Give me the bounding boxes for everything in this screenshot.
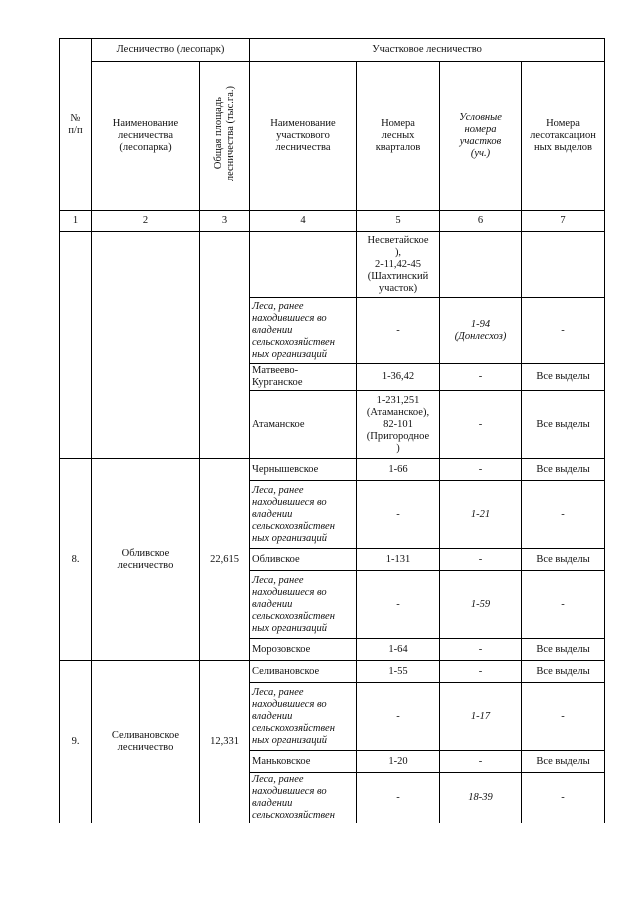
quarters-cell: - [357,298,440,364]
forestry-name-cell: Обливское лесничество [92,459,200,661]
conditional-numbers-cell: - [440,661,522,683]
allotments-cell: Все выделы [522,364,605,391]
forestry-table [59,38,605,823]
col-number: 2 [92,211,200,232]
conditional-numbers-cell: 1-94 (Донлесхоз) [440,298,522,364]
table-body [60,39,605,824]
conditional-numbers-cell: 1-59 [440,571,522,639]
district-name-cell: Селивановское [250,661,357,683]
conditional-numbers-cell: - [440,639,522,661]
allotments-cell [522,232,605,298]
column-number-row [60,211,605,232]
header-group-district: Участковое лесничество [250,39,605,62]
header-num: № п/п [60,39,92,211]
allotments-cell: - [522,683,605,751]
row-number-cell: 9. [60,661,92,824]
header-row-columns [60,62,605,211]
district-name-cell: Леса, ранее находившиеся во владении сельскохозяйствен ных организаций [250,481,357,549]
allotments-cell: - [522,298,605,364]
quarters-cell: - [357,481,440,549]
header-forestry-name: Наименование лесничества (лесопарка) [92,62,200,211]
col-number: 7 [522,211,605,232]
allotments-cell: Все выделы [522,549,605,571]
allotments-cell: - [522,773,605,824]
forestry-name-cell: Селивановское лесничество [92,661,200,824]
quarters-cell: 1-131 [357,549,440,571]
conditional-numbers-cell: - [440,549,522,571]
header-total-area [200,62,250,211]
quarters-cell: - [357,571,440,639]
quarters-cell: Несветайское ), 2-11,42-45 (Шахтинский участок) [357,232,440,298]
district-name-cell [250,232,357,298]
quarters-cell: 1-64 [357,639,440,661]
district-name-cell: Леса, ранее находившиеся во владении сельскохозяйствен ных организаций [250,683,357,751]
quarters-cell: 1-20 [357,751,440,773]
row-number-cell [60,232,92,459]
district-name-cell: Маньковское [250,751,357,773]
header-quarters: Номера лесных кварталов [357,62,440,211]
forestry-area-cell [200,232,250,459]
conditional-numbers-cell: 18-39 [440,773,522,824]
forestry-area-cell: 22,615 [200,459,250,661]
conditional-numbers-cell [440,232,522,298]
quarters-cell: - [357,773,440,824]
quarters-cell: 1-66 [357,459,440,481]
allotments-cell: Все выделы [522,459,605,481]
header-row-groups [60,39,605,62]
district-name-cell: Атаманское [250,391,357,459]
quarters-cell: 1-55 [357,661,440,683]
allotments-cell: Все выделы [522,639,605,661]
col-number: 3 [200,211,250,232]
allotments-cell: Все выделы [522,661,605,683]
allotments-cell: - [522,571,605,639]
forestry-name-cell [92,232,200,459]
conditional-numbers-cell: - [440,459,522,481]
forestry-area-cell: 12,331 [200,661,250,824]
col-number: 6 [440,211,522,232]
header-total-area-text: Общая площадь лесничества (тыс.га.) [212,86,236,182]
conditional-numbers-cell: 1-21 [440,481,522,549]
conditional-numbers-cell: - [440,391,522,459]
quarters-cell: 1-36,42 [357,364,440,391]
conditional-numbers-cell: 1-17 [440,683,522,751]
allotments-cell: - [522,481,605,549]
header-allotments: Номера лесотаксацион ных выделов [522,62,605,211]
header-district-name: Наименование участкового лесничества [250,62,357,211]
table-row [60,232,605,298]
row-number-cell: 8. [60,459,92,661]
district-name-cell: Чернышевское [250,459,357,481]
header-group-forestry: Лесничество (лесопарк) [92,39,250,62]
table-row [60,661,605,683]
district-name-cell: Морозовское [250,639,357,661]
district-name-cell: Обливское [250,549,357,571]
allotments-cell: Все выделы [522,391,605,459]
district-name-cell: Леса, ранее находившиеся во владении сельскохозяйствен [250,773,357,824]
district-name-cell: Леса, ранее находившиеся во владении сельскохозяйствен ных организаций [250,298,357,364]
district-name-cell: Леса, ранее находившиеся во владении сельскохозяйствен ных организаций [250,571,357,639]
quarters-cell: - [357,683,440,751]
col-number: 1 [60,211,92,232]
col-number: 4 [250,211,357,232]
conditional-numbers-cell: - [440,364,522,391]
header-conditional-numbers: Условные номера участков (уч.) [440,62,522,211]
quarters-cell: 1-231,251 (Атаманское), 82-101 (Пригородное ) [357,391,440,459]
conditional-numbers-cell: - [440,751,522,773]
district-name-cell: Матвеево- Курганское [250,364,357,391]
allotments-cell: Все выделы [522,751,605,773]
col-number: 5 [357,211,440,232]
table-row [60,459,605,481]
